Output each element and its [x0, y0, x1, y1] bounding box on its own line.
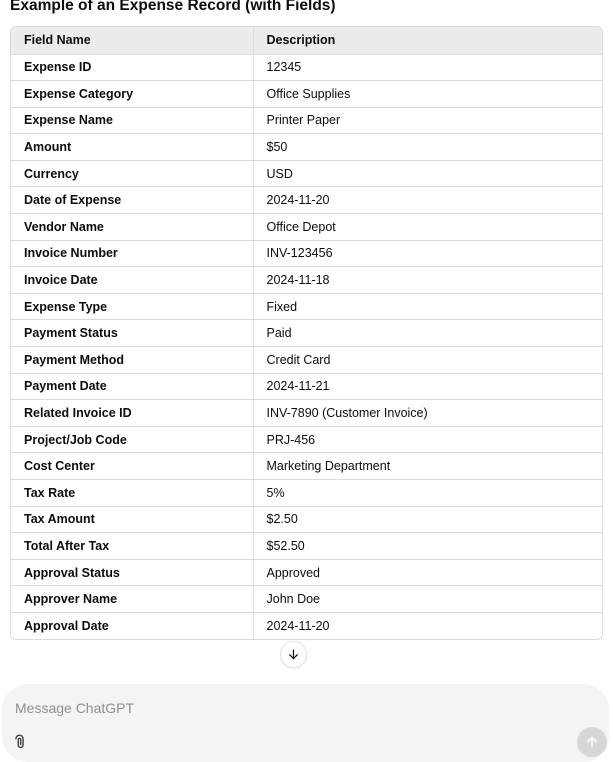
table-row — [11, 373, 602, 400]
field-name-cell: Related Invoice ID — [11, 400, 253, 427]
table-row — [11, 134, 602, 161]
message-input[interactable]: Message ChatGPT — [15, 700, 135, 716]
field-name-cell: Cost Center — [11, 453, 253, 480]
field-name-cell: Payment Date — [11, 373, 253, 400]
table-row — [11, 559, 602, 586]
table-row — [11, 54, 602, 81]
field-name-cell: Expense Category — [11, 81, 253, 108]
description-cell: $52.50 — [253, 533, 602, 560]
arrow-down-icon — [286, 647, 301, 662]
field-name-cell: Vendor Name — [11, 214, 253, 241]
table-row — [11, 293, 602, 320]
table-row — [11, 267, 602, 294]
description-cell: John Doe — [253, 586, 602, 613]
table-row — [11, 480, 602, 507]
description-cell: INV-123456 — [253, 240, 602, 267]
field-name-cell: Amount — [11, 134, 253, 161]
expense-table-body — [11, 54, 602, 639]
description-cell: 12345 — [253, 54, 602, 81]
description-cell: Office Depot — [253, 214, 602, 241]
description-cell: Paid — [253, 320, 602, 347]
table-row — [11, 240, 602, 267]
table-row — [11, 160, 602, 187]
description-cell: Printer Paper — [253, 107, 602, 134]
description-cell: Office Supplies — [253, 81, 602, 108]
field-name-cell: Approver Name — [11, 586, 253, 613]
field-name-cell: Approval Status — [11, 559, 253, 586]
expense-record-table-container — [10, 26, 603, 640]
field-name-cell: Approval Date — [11, 612, 253, 639]
field-name-cell: Invoice Date — [11, 267, 253, 294]
table-row — [11, 533, 602, 560]
table-row — [11, 187, 602, 214]
field-name-cell: Expense Name — [11, 107, 253, 134]
description-cell: Fixed — [253, 293, 602, 320]
table-header-row — [11, 27, 602, 54]
description-cell: 2024-11-20 — [253, 187, 602, 214]
table-row — [11, 426, 602, 453]
description-cell: 5% — [253, 480, 602, 507]
table-row — [11, 586, 602, 613]
table-row — [11, 506, 602, 533]
page-title: Example of an Expense Record (with Fields) — [10, 0, 336, 14]
description-cell: 2024-11-21 — [253, 373, 602, 400]
table-row — [11, 81, 602, 108]
description-cell: Marketing Department — [253, 453, 602, 480]
description-cell: USD — [253, 160, 602, 187]
scroll-to-bottom-button[interactable] — [280, 641, 307, 668]
table-row — [11, 347, 602, 374]
description-cell: 2024-11-20 — [253, 612, 602, 639]
field-name-cell: Invoice Number — [11, 240, 253, 267]
field-name-cell: Payment Status — [11, 320, 253, 347]
description-cell: INV-7890 (Customer Invoice) — [253, 400, 602, 427]
description-cell: 2024-11-18 — [253, 267, 602, 294]
table-row — [11, 453, 602, 480]
col-header-field-name: Field Name — [11, 27, 253, 54]
description-cell: $50 — [253, 134, 602, 161]
table-row — [11, 612, 602, 639]
field-name-cell: Tax Rate — [11, 480, 253, 507]
expense-record-table — [11, 27, 602, 639]
field-name-cell: Date of Expense — [11, 187, 253, 214]
field-name-cell: Tax Amount — [11, 506, 253, 533]
send-button[interactable] — [577, 727, 607, 757]
field-name-cell: Currency — [11, 160, 253, 187]
field-name-cell: Payment Method — [11, 347, 253, 374]
table-row — [11, 400, 602, 427]
col-header-description: Description — [253, 27, 602, 54]
table-row — [11, 320, 602, 347]
field-name-cell: Project/Job Code — [11, 426, 253, 453]
field-name-cell: Total After Tax — [11, 533, 253, 560]
table-row — [11, 107, 602, 134]
description-cell: Approved — [253, 559, 602, 586]
description-cell: PRJ-456 — [253, 426, 602, 453]
table-header — [11, 27, 602, 54]
arrow-up-icon — [584, 734, 600, 750]
paperclip-icon — [10, 732, 29, 751]
attach-file-button[interactable] — [6, 728, 32, 754]
message-composer[interactable] — [2, 684, 609, 762]
table-row — [11, 214, 602, 241]
field-name-cell: Expense ID — [11, 54, 253, 81]
field-name-cell: Expense Type — [11, 293, 253, 320]
description-cell: $2.50 — [253, 506, 602, 533]
description-cell: Credit Card — [253, 347, 602, 374]
